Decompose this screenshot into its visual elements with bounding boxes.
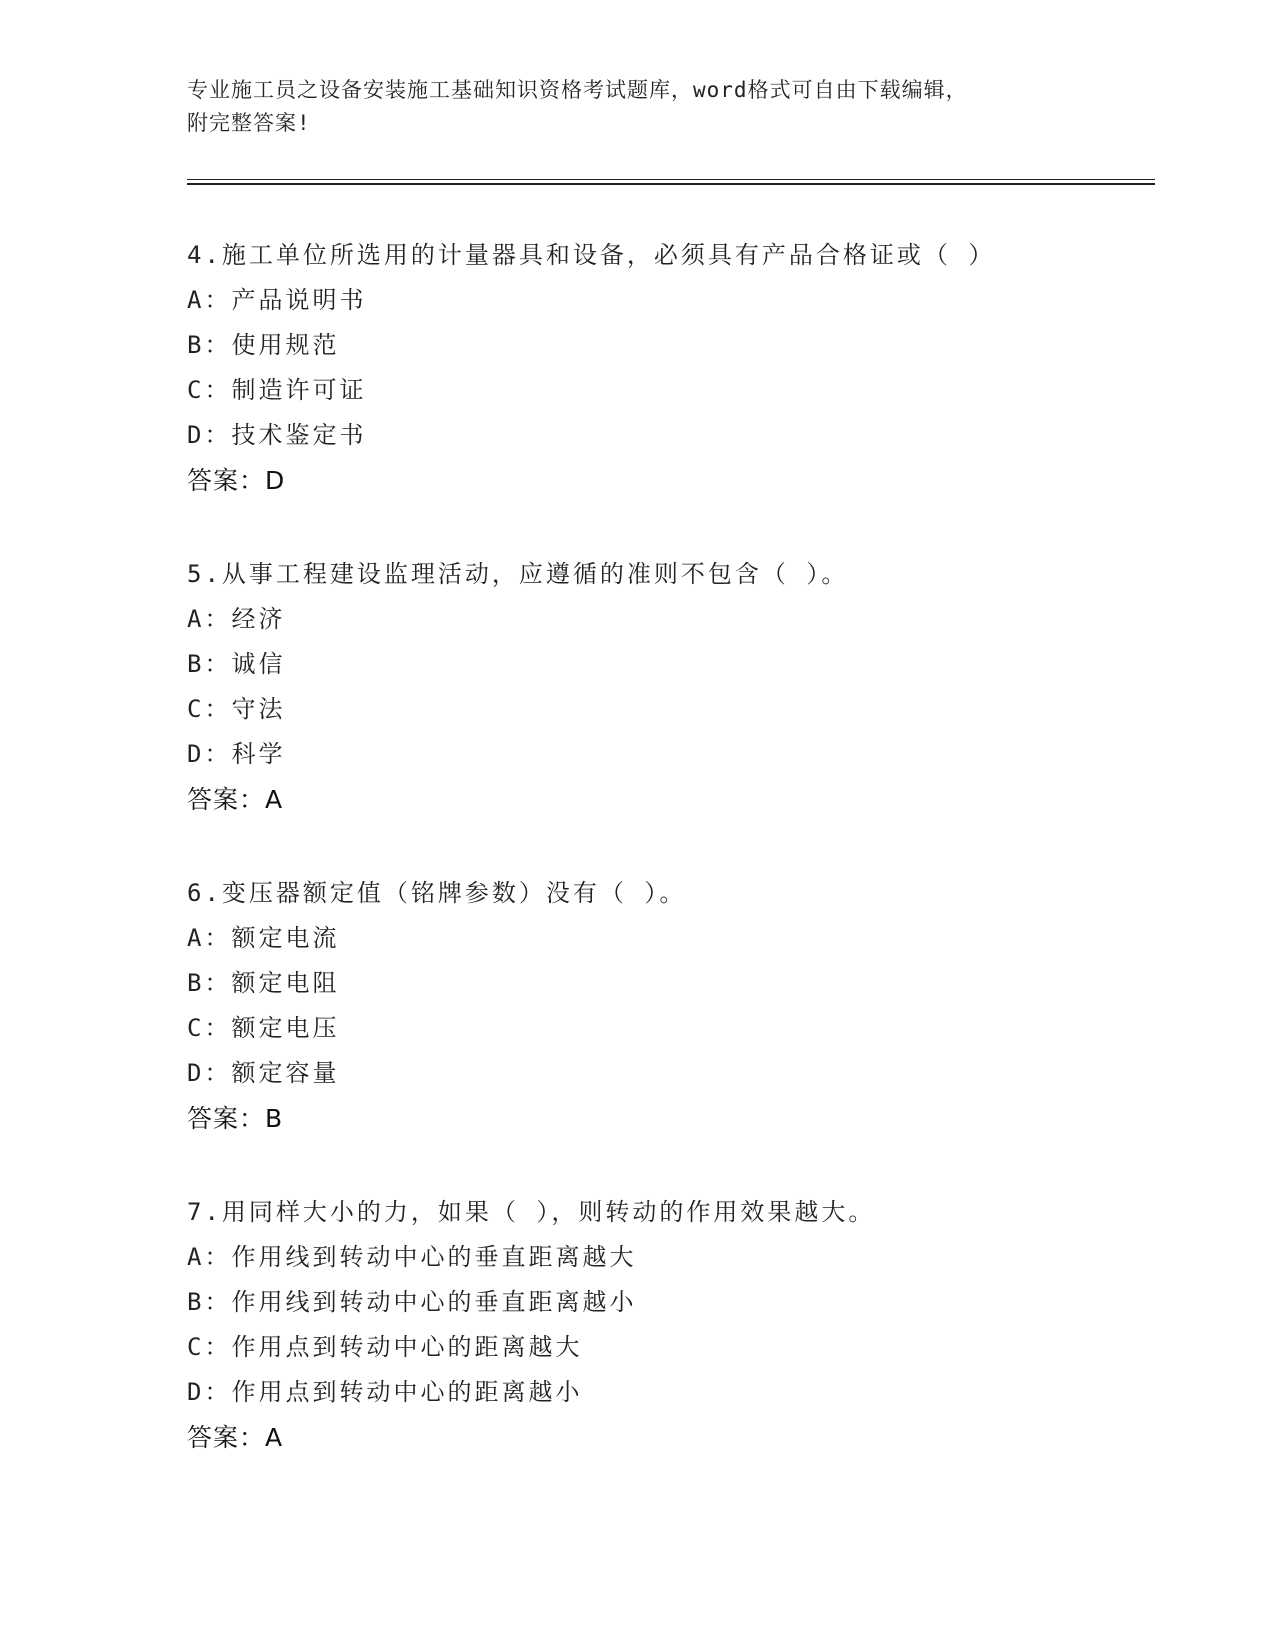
header-divider-thick <box>187 183 1155 185</box>
question-block <box>187 233 1147 503</box>
question-stem: 6.变压器额定值（铭牌参数）没有（ ）。 <box>187 879 687 907</box>
option-d: D：技术鉴定书 <box>187 421 367 449</box>
answer-label: 答案：A <box>187 785 284 814</box>
question-stem: 7.用同样大小的力，如果（ ），则转动的作用效果越大。 <box>187 1198 876 1226</box>
answer-label: 答案：A <box>187 1423 284 1452</box>
option-d: D：额定容量 <box>187 1059 340 1087</box>
option-c: C：制造许可证 <box>187 376 367 404</box>
answer-label: 答案：D <box>187 466 286 495</box>
question-stem: 5.从事工程建设监理活动，应遵循的准则不包含（ ）。 <box>187 560 849 588</box>
option-d: D：作用点到转动中心的距离越小 <box>187 1378 583 1406</box>
option-b: B：使用规范 <box>187 331 340 359</box>
option-d: D：科学 <box>187 740 286 768</box>
question-block <box>187 871 1147 1141</box>
option-a: A：额定电流 <box>187 924 340 952</box>
option-b: B：作用线到转动中心的垂直距离越小 <box>187 1288 637 1316</box>
option-c: C：作用点到转动中心的距离越大 <box>187 1333 583 1361</box>
option-b: B：诚信 <box>187 650 286 678</box>
option-c: C：守法 <box>187 695 286 723</box>
option-a: A：作用线到转动中心的垂直距离越大 <box>187 1243 637 1271</box>
header-divider-thin <box>187 179 1155 180</box>
question-stem: 4.施工单位所选用的计量器具和设备，必须具有产品合格证或（ ） <box>187 241 996 269</box>
question-block <box>187 1190 1147 1460</box>
header-line-1: 专业施工员之设备安装施工基础知识资格考试题库，word格式可自由下载编辑， <box>187 78 968 102</box>
header-line-2: 附完整答案! <box>187 111 311 135</box>
document-header <box>187 74 1087 140</box>
answer-label: 答案：B <box>187 1104 284 1133</box>
option-a: A：产品说明书 <box>187 286 367 314</box>
option-b: B：额定电阻 <box>187 969 340 997</box>
option-a: A：经济 <box>187 605 286 633</box>
option-c: C：额定电压 <box>187 1014 340 1042</box>
question-block <box>187 552 1147 822</box>
